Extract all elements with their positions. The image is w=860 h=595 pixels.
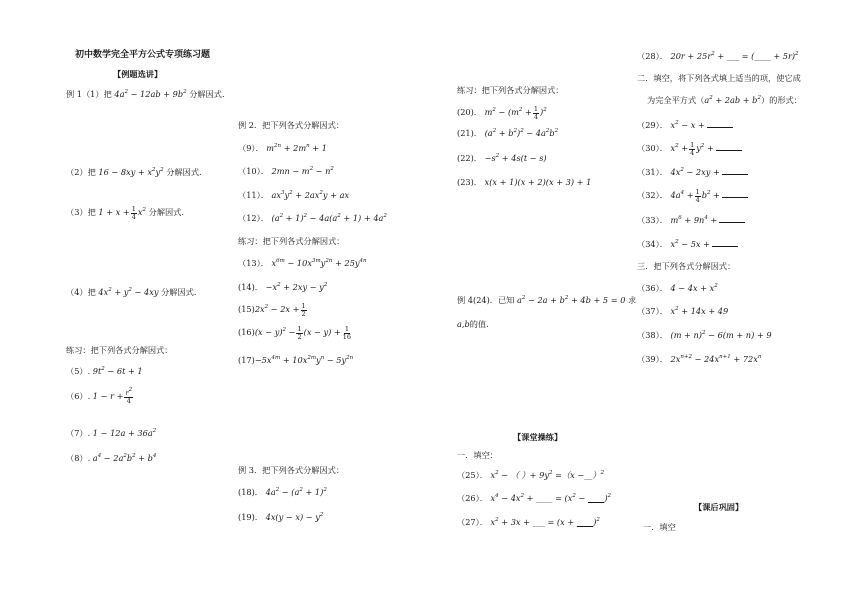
problem-37: （37）． $x^2 + 14x + 49$ [637, 306, 729, 316]
example-4-line2: a,b的值. [457, 319, 489, 329]
example-2-heading: 例 2．把下列各式分解因式： [238, 120, 345, 130]
practice-heading-1: 练习：把下列各式分解因式： [66, 345, 173, 355]
practice-heading-3: 练习：把下列各式分解因式： [457, 85, 564, 95]
column-3 [455, 0, 635, 595]
page-title: 初中数学完全平方公式专项练习题 [75, 50, 211, 60]
problem-11: （11）． $ax^3y^2 + 2ax^2y$ + ax [238, 190, 350, 200]
problem-28: （28）． $20r + 25r^2$ + ___ = (____ + 5r)$^2$ [637, 51, 799, 61]
problem-17: $(17)-5x^{4m} + 10x^{2m}y^n - 5y^{2n}$ [238, 355, 354, 365]
problem-25: （25）． $x^2$ − （ ）+ $9y^2 =(x$ −__）$^2$ [457, 470, 605, 480]
problem-30: （30）． $x^2$ + $\frac{1}{4}$ $y^2$ + [637, 142, 742, 156]
problem-16: $(16)(x - y)^2$ − $\frac{1}{2}$ (x − y) + $\frac{1}{16}$ [238, 325, 352, 341]
example-4: 例 4(24)．已知 $a^2 - 2a + b^2 + 4b + 5 = 0$ 求 [457, 295, 637, 305]
problem-38: （38）． $(m + n)^2 - 6(m + n) + 9$ [637, 330, 772, 340]
problem-31: （31）． $4x^2 - 2xy$ + [637, 168, 748, 177]
fill-heading-1: 一．填空： [457, 450, 498, 460]
problem-ex1-2: （2）把 $16 - 8xy + x^2y^2$ 分解因式. [66, 167, 202, 177]
problem-22: (22)． $-s^2 + 4s(t - s)$ [457, 153, 547, 163]
fill-heading-3: 一．填空 [643, 522, 676, 532]
problem-18: (18)． $4a^2 - (a^2 + 1)^2$ [238, 487, 327, 497]
practice-heading-2: 练习：把下列各式分解因式： [238, 236, 345, 246]
section-heading-classwork: 【课堂操练】 [513, 432, 563, 442]
section-heading-homework: 【课后巩固】 [694, 502, 744, 512]
problem-15: $(15)2x^2 - 2x$ + $\frac{1}{2}$ [238, 302, 306, 318]
problem-21: (21)． $(a^2 + b^2)^2 - 4a^2b^2$ [457, 128, 559, 138]
column-1 [0, 0, 235, 595]
column-4 [635, 0, 860, 595]
problem-36: （36）． $4 - 4x + x^2$ [637, 283, 718, 293]
example-3-heading: 例 3．把下列各式分解因式： [238, 465, 345, 475]
problem-33: （33）． $m^6 + 9n^4$ + [637, 216, 745, 225]
problem-8: （8）. $a^4 - 2a^2b^2 + b^4$ [66, 453, 157, 463]
problem-32: （32）． $4a^4$ + $\frac{1}{4}$ $b^2$ + [637, 189, 748, 203]
fill-heading-2-line2: 为完全平方式$(a^2 + 2ab + b^2)$的形式： [647, 95, 802, 105]
problem-12: （12）． $(a^2 + 1)^2 - 4a(a^2 + 1) + 4a^2$ [238, 213, 387, 223]
problem-29: （29）． $x^2 - x$ + [637, 121, 733, 130]
problem-6: （6）. 1 − r + $\frac{r^2}{4}$ [66, 387, 133, 405]
column-2 [235, 0, 455, 595]
problem-20: (20)． $m^2 - (m^2$ + $\frac{1}{4}$ )$^2$ [457, 105, 547, 121]
fill-heading-2: 二．填空，将下列各式填上适当的项，使它成 [637, 73, 801, 83]
problem-23: (23)． x(x + 1)(x + 2)(x + 3) + 1 [457, 177, 592, 187]
problem-5: （5）. $9t^2 - 6t + 1$ [66, 366, 143, 376]
problem-ex1-4: （4）把 $4x^2 + y^2 - 4xy$ 分解因式. [66, 287, 197, 297]
problem-27: （27）． $x^2 + 3x$ + ___ = (x + ____)$^2$ [457, 517, 600, 527]
problem-14: (14)． $-x^2 + 2xy - y^2$ [238, 282, 328, 292]
problem-39: （39）． $2x^{n+2} - 24x^{n+1} + 72x^n$ [637, 354, 762, 364]
section-heading-examples: 【例题选讲】 [113, 69, 163, 79]
problem-7: （7）. $1 - 12a + 36a^2$ [66, 428, 157, 438]
problem-10: （10）． $2mn - m^2 - n^2$ [238, 166, 334, 176]
problem-34: （34）． $x^2 - 5x$ + [637, 240, 738, 249]
problem-19: (19)． $4x(y - x) - y^2$ [238, 512, 324, 522]
section-three-heading: 三．把下列各式分解因式： [637, 261, 736, 271]
problem-13: （13）． $x^{6m} - 10x^{3m}y^{2n} + 25y^{4n}$ [238, 258, 367, 268]
problem-9: （9）． $m^{2n} + 2m^n + 1$ [238, 143, 327, 153]
problem-ex1-3: （3）把 1 + x + $\frac{1}{4}$ $x^2$ 分解因式. [66, 205, 184, 221]
problem-ex1-1: 例 1（1）把 $4a^2 - 12ab + 9b^2$ 分解因式. [66, 89, 225, 99]
problem-26: （26）． $x^4 - 4x^2$ + ____ = ($x^2$ − ____)$^2$ [457, 493, 612, 503]
